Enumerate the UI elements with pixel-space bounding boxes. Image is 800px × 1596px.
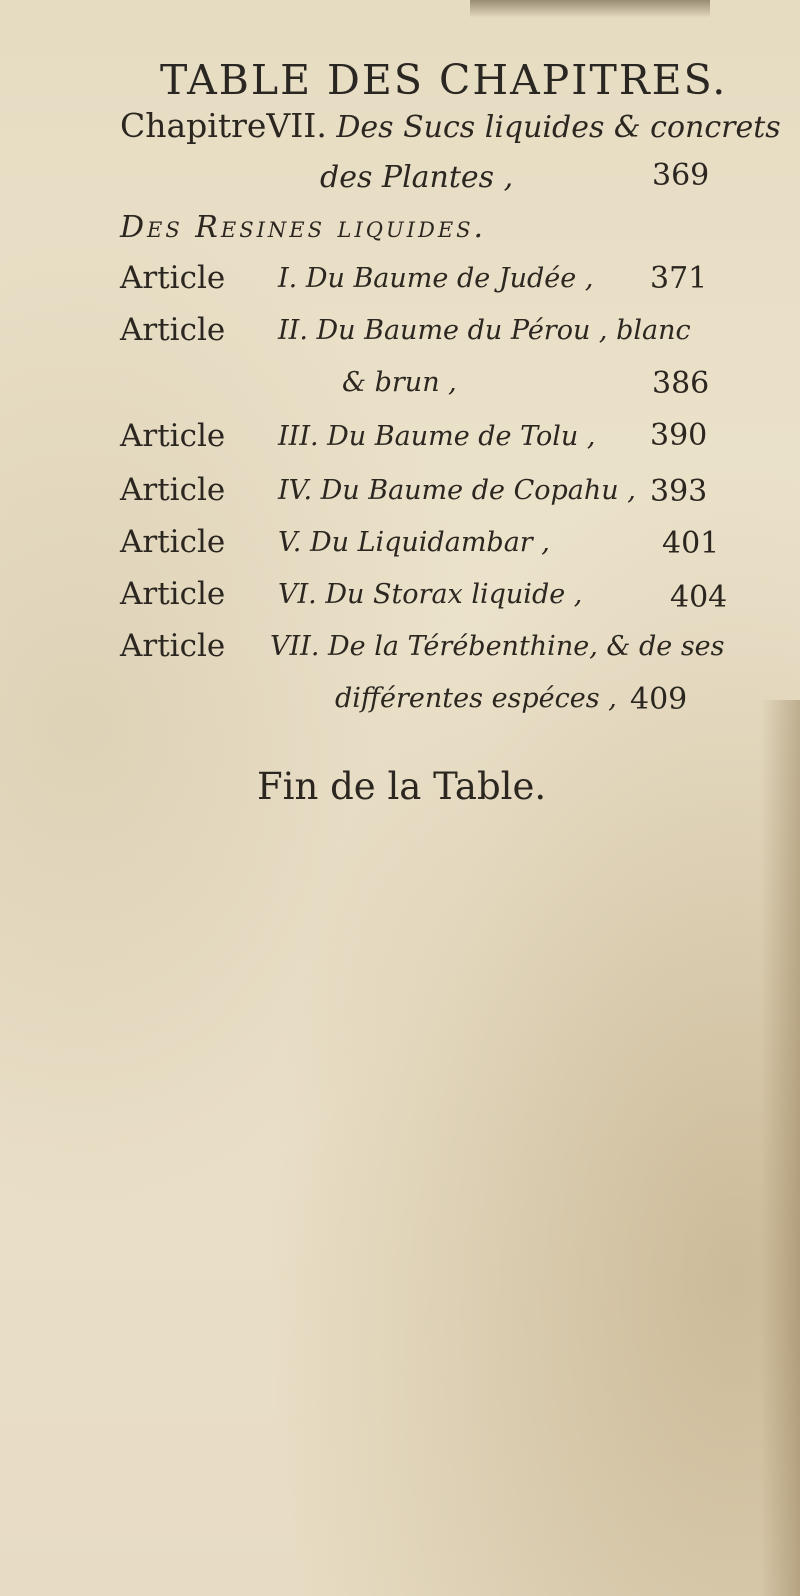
article-entry: VI. Du Storax liquide , [278,579,583,610]
page-title: TABLE DES CHAPITRES. [160,56,728,104]
article-page-number: 393 [650,474,708,509]
article-label: Article [120,472,226,508]
chapter-label: ChapitreVII. [120,106,327,145]
chapter-heading [120,106,781,145]
article-entry: III. Du Baume de Tolu , [278,421,596,452]
article-label: Article [120,312,226,348]
article-page-number: 371 [650,261,708,296]
article-label: Article [120,576,226,612]
closing-text: Fin de la Table. [257,765,547,808]
article-page-number: 390 [650,418,708,453]
article-entry: IV. Du Baume de Copahu , [278,475,636,506]
article-entry-continuation: & brun , [342,367,457,398]
section-heading: Des Resines liquides. [120,210,487,245]
article-label: Article [120,418,226,454]
article-page-number: 404 [670,580,728,615]
chapter-page-number: 369 [652,158,710,193]
page-stain [470,0,710,18]
article-page-number: 409 [630,682,688,717]
article-entry: V. Du Liquidambar , [278,527,550,558]
chapter-title-line2: des Plantes , [320,160,514,195]
article-entry: I. Du Baume de Judée , [278,263,594,294]
chapter-title-line1: Des Sucs liquides & concrets [336,110,781,145]
page-edge-shadow [760,700,800,1596]
article-page-number: 386 [652,366,710,401]
article-page-number: 401 [662,526,720,561]
article-label: Article [120,628,226,664]
article-entry: VII. De la Térébenthine, & de ses [270,631,725,662]
article-entry-continuation: différentes espéces , [335,683,617,714]
article-label: Article [120,524,226,560]
article-entry: II. Du Baume du Pérou , blanc [278,315,691,346]
article-label: Article [120,260,226,296]
